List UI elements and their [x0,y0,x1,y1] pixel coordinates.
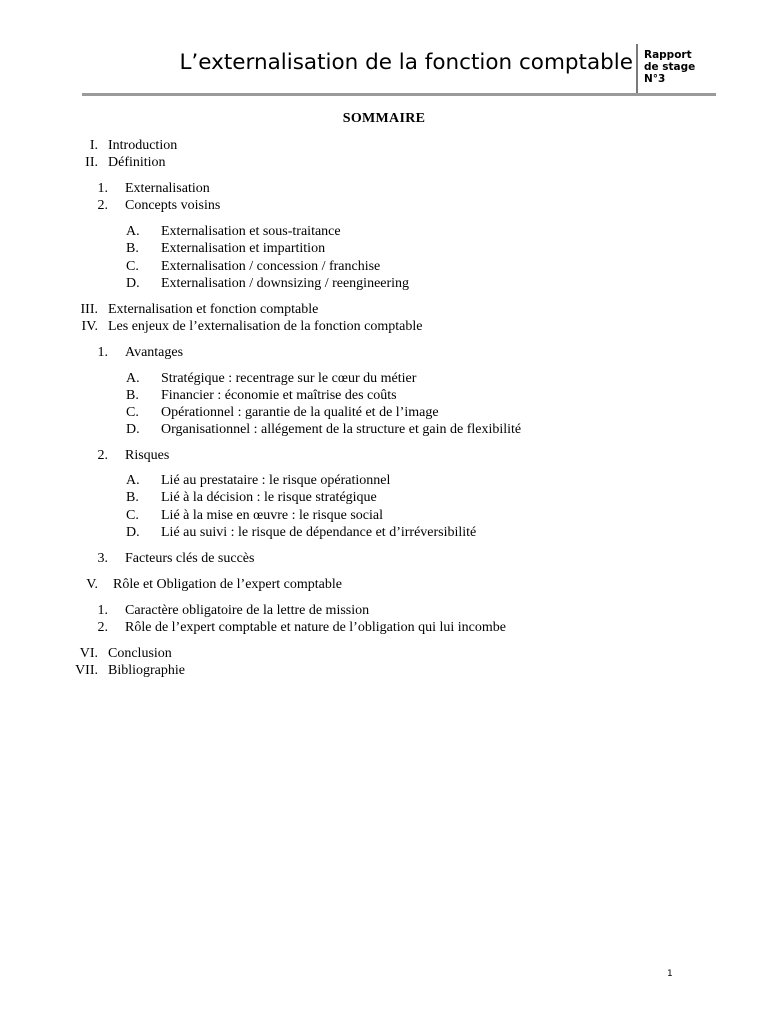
toc-entry-text: Externalisation [125,181,210,196]
toc-entry-text: Facteurs clés de succès [125,551,255,566]
toc-entry-number: B. [126,490,139,505]
report-label [644,49,695,85]
page-header [82,44,716,94]
toc-entry-text: Conclusion [108,646,172,661]
toc-entry-text: Caractère obligatoire de la lettre de mission [125,603,370,618]
toc-heading: SOMMAIRE [342,111,426,126]
toc-entry-number: 3. [97,551,108,566]
toc-entry-text: Rôle et Obligation de l’expert comptable [113,577,342,592]
toc-entry-number: D. [126,276,140,291]
toc-entry-number: III. [80,302,98,317]
toc-entry-number: A. [126,473,140,488]
toc-entry-text: Bibliographie [108,663,185,678]
toc-entry-text: Rôle de l’expert comptable et nature de l’obligation qui lui incombe [125,620,506,635]
toc-entry-text: Risques [125,448,170,463]
toc-entry-text: Externalisation et impartition [161,241,326,256]
page-number: 1 [667,969,673,979]
toc-entry-text: Concepts voisins [125,198,221,213]
header-divider [636,44,638,94]
document-title: L’externalisation de la fonction comptable [179,50,633,75]
toc-entry-number: VI. [79,646,98,661]
toc-entry-number: D. [126,422,140,437]
toc-entry-number: B. [126,241,139,256]
toc-entry-number: I. [89,138,98,153]
toc-entry-number: A. [126,224,140,239]
toc-entry-number: C. [126,508,139,523]
toc-entry-number: V. [86,577,98,592]
toc-entry-text: Lié à la mise en œuvre : le risque social [161,508,383,523]
toc-entry-number: B. [126,388,139,403]
toc-entry-text: Définition [108,155,166,170]
toc-entry-text: Les enjeux de l’externalisation de la fonction comptable [108,319,423,334]
report-label-line-2: de stage [644,61,696,73]
toc-entry-text: Lié au prestataire : le risque opérationnel [161,473,391,488]
toc-entry-number: 2. [97,198,108,213]
toc-entry-number: 1. [97,181,108,196]
report-label-line-3: N°3 [644,73,666,85]
toc-entry-text: Externalisation et fonction comptable [108,302,319,317]
toc-entry-text: Opérationnel : garantie de la qualité et de l’image [161,405,439,420]
toc-entry-text: Introduction [108,138,178,153]
toc-entry-number: 2. [97,620,108,635]
toc-entry-text: Financier : économie et maîtrise des coûts [161,388,397,403]
toc-entry-number: D. [126,525,140,540]
toc-entry-number: 2. [97,448,108,463]
toc-entry-text: Externalisation et sous-traitance [161,224,341,239]
toc-entry-number: IV. [81,319,98,334]
toc-entry-number: 1. [97,603,108,618]
toc-entry-text: Externalisation / downsizing / reengineering [161,276,410,291]
toc-entry-number: C. [126,405,139,420]
toc-entry-number: A. [126,371,140,386]
toc-entry-text: Lié au suivi : le risque de dépendance et d’irréversibilité [161,525,477,540]
toc-entry-number: C. [126,259,139,274]
toc-entry-number: 1. [97,345,108,360]
toc-entry-number: II. [85,155,98,170]
toc-entry-text: Lié à la décision : le risque stratégique [161,490,377,505]
toc-entry-text: Stratégique : recentrage sur le cœur du métier [161,371,417,386]
toc-entry-text: Organisationnel : allégement de la structure et gain de flexibilité [161,422,522,437]
report-label-line-1: Rapport [644,49,692,61]
toc-entry-text: Externalisation / concession / franchise [161,259,381,274]
toc-entry-text: Avantages [125,345,184,360]
toc-entry-number: VII. [75,663,98,678]
header-rule [82,93,716,96]
